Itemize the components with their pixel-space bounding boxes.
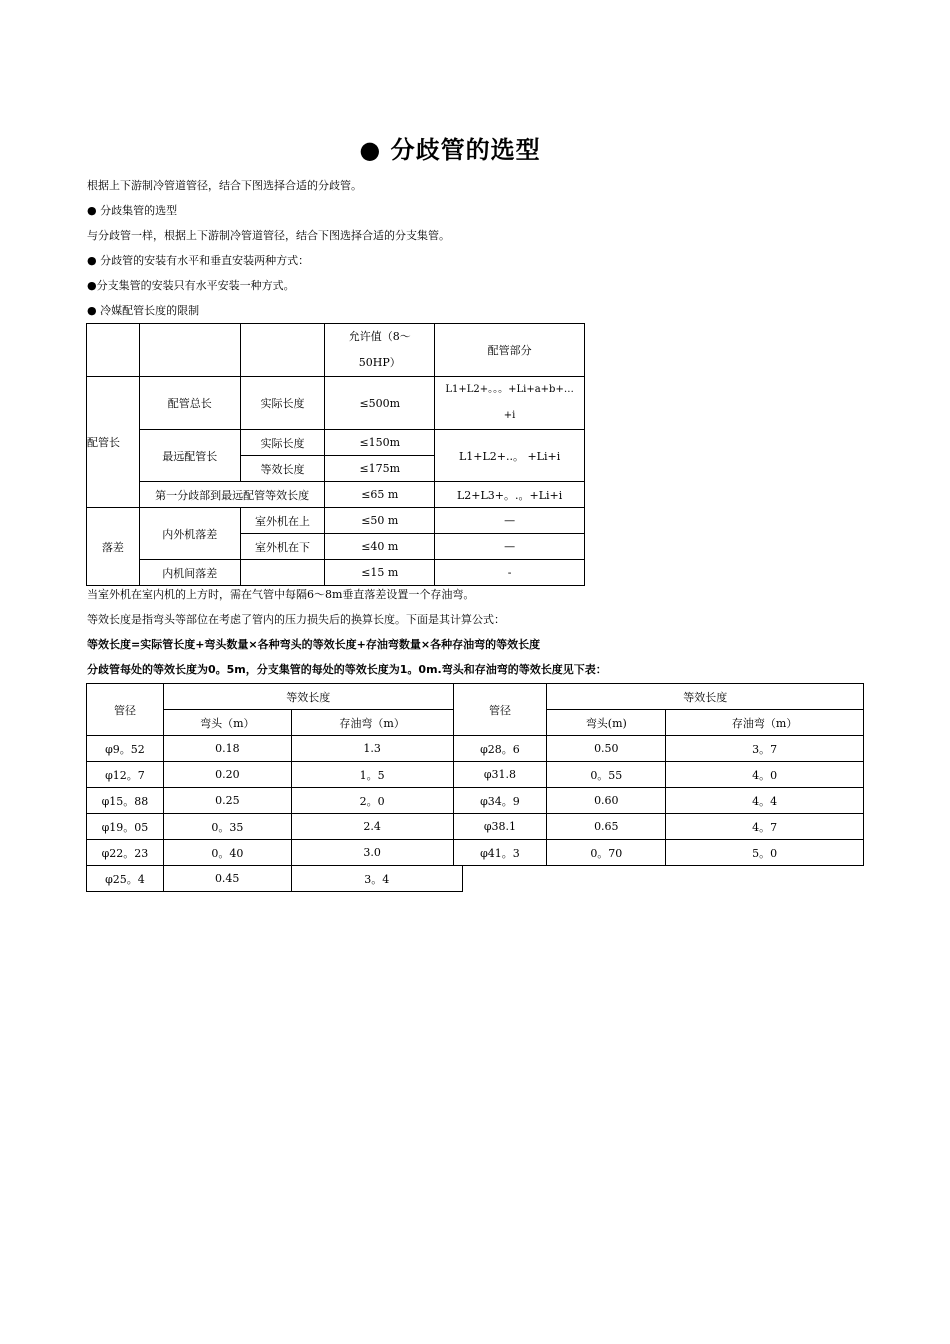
trap-header-right: 存油弯（m） (666, 710, 864, 736)
farthest-part: L1+L2+..。 +Li+i (435, 430, 585, 482)
table-cell: 4。7 (666, 814, 864, 840)
table-row (87, 762, 864, 788)
section-branch-header: ● 分歧集管的选型 (87, 204, 178, 217)
table-cell: 0.65 (547, 814, 666, 840)
oil-trap-note: 当室外机在室内机的上方时，需在气管中每隔6～8m垂直落差设置一个存油弯。 (87, 588, 475, 601)
table-row (87, 430, 585, 456)
table-row (87, 684, 864, 710)
table-cell: 0.25 (163, 788, 291, 814)
table-cell: 1.3 (291, 736, 453, 762)
outdoor-above-value: ≤50 m (325, 508, 435, 534)
indoor-drop-value: ≤15 m (325, 560, 435, 586)
outdoor-above-label: 室外机在上 (240, 508, 325, 534)
table-cell: 0。70 (547, 840, 666, 866)
equivalent-length-note: 等效长度是指弯头等部位在考虑了管内的压力损失后的换算长度。下面是其计算公式： (87, 613, 505, 626)
table-cell: 5。0 (666, 840, 864, 866)
farthest-actual-value: ≤150m (325, 430, 435, 456)
group-drop-label: 落差 (87, 508, 140, 586)
table-cell: 0.20 (163, 762, 291, 788)
trap-header-left: 存油弯（m） (291, 710, 453, 736)
header-paragraph: 与分歧管一样，根据上下游制冷管道管径，结合下图选择合适的分支集管。 (87, 229, 450, 242)
table-row (87, 736, 864, 762)
table-cell: 0。40 (163, 840, 291, 866)
table-row (87, 324, 585, 377)
indoor-drop-label: 内机间落差 (139, 560, 240, 586)
actual-length-label: 实际长度 (240, 377, 325, 430)
install-note-1: ● 分歧管的安装有水平和垂直安装两种方式： (87, 254, 310, 267)
table-row (87, 508, 585, 534)
total-part-line2: +i (503, 410, 516, 421)
install-note-2: ●分支集管的安装只有水平安装一种方式。 (87, 279, 295, 292)
farthest-equivalent-value: ≤175m (325, 456, 435, 482)
actual-length-label: 实际长度 (240, 430, 325, 456)
page-title: ● 分歧管的选型 (359, 136, 541, 164)
table-cell: φ19。05 (87, 814, 164, 840)
formula-line: 等效长度=实际管长度+弯头数量×各种弯头的等效长度+存油弯数量×各种存油弯的等效长度 (87, 638, 541, 651)
table-cell: 4。4 (666, 788, 864, 814)
farthest-length-label: 最远配管长 (139, 430, 240, 482)
table-cell: φ22。23 (87, 840, 164, 866)
table-cell: 0.60 (547, 788, 666, 814)
equivalent-length-label: 等效长度 (240, 456, 325, 482)
total-length-label: 配管总长 (139, 377, 240, 430)
pipe-header-left: 管径 (87, 684, 164, 736)
allow-header-line1: 允许值（8～ (348, 330, 411, 343)
allow-header-line2: 50HP） (358, 356, 401, 369)
table-cell: φ28。6 (453, 736, 547, 762)
first-branch-label: 第一分歧部到最远配管等效长度 (139, 482, 325, 508)
total-length-value: ≤500m (325, 377, 435, 430)
elbow-header-left: 弯头（m） (163, 710, 291, 736)
table-cell: 0。35 (163, 814, 291, 840)
table-row (87, 788, 864, 814)
table-row (87, 377, 585, 430)
table-cell: φ25。4 (87, 866, 164, 892)
table-cell: 0.18 (163, 736, 291, 762)
table-cell: 2.4 (291, 814, 453, 840)
indoor-outdoor-drop-label: 内外机落差 (139, 508, 240, 560)
table-cell: φ41。3 (453, 840, 547, 866)
part-header: 配管部分 (435, 324, 585, 377)
table-row (87, 560, 585, 586)
table-cell: φ9。52 (87, 736, 164, 762)
table-cell: φ38.1 (453, 814, 547, 840)
pipe-length-limit-table (86, 323, 585, 586)
table-cell: 1。5 (291, 762, 453, 788)
table-row (87, 482, 585, 508)
table-cell: 0.50 (547, 736, 666, 762)
equivalent-length-table-last-row (86, 865, 463, 892)
eq-header-right: 等效长度 (547, 684, 864, 710)
outdoor-above-part: — (435, 508, 585, 534)
table-cell: φ12。7 (87, 762, 164, 788)
table-cell: φ34。9 (453, 788, 547, 814)
table-cell: 3。7 (666, 736, 864, 762)
table-cell: φ15。88 (87, 788, 164, 814)
table-cell: 4。0 (666, 762, 864, 788)
table-row (87, 814, 864, 840)
table-cell: φ31.8 (453, 762, 547, 788)
group-length-label: 配管长 (87, 377, 140, 508)
outdoor-below-part: — (435, 534, 585, 560)
intro-paragraph: 根据上下游制冷管道管径，结合下图选择合适的分歧管。 (87, 179, 362, 192)
table-cell: 2。0 (291, 788, 453, 814)
eq-header-left: 等效长度 (163, 684, 453, 710)
first-branch-part: L2+L3+。.。+Li+i (435, 482, 585, 508)
branch-equivalent-line: 分歧管每处的等效长度为0。5m，分支集管的每处的等效长度为1。0m.弯头和存油弯的等效长度见下表： (87, 663, 607, 676)
table-row (87, 866, 463, 892)
elbow-header-right: 弯头(m) (547, 710, 666, 736)
table-cell: 0。55 (547, 762, 666, 788)
equivalent-length-table (86, 683, 864, 866)
indoor-drop-part: - (435, 560, 585, 586)
total-part-line1: L1+L2+。。。+Li+a+b+… (445, 384, 574, 395)
outdoor-below-value: ≤40 m (325, 534, 435, 560)
table-row (87, 840, 864, 866)
section-limit-header: ● 冷媒配管长度的限制 (87, 304, 200, 317)
table-cell: 0.45 (163, 866, 291, 892)
first-branch-value: ≤65 m (325, 482, 435, 508)
table-cell: 3.0 (291, 840, 453, 866)
table-cell: 3。4 (291, 866, 462, 892)
outdoor-below-label: 室外机在下 (240, 534, 325, 560)
pipe-header-right: 管径 (453, 684, 547, 736)
